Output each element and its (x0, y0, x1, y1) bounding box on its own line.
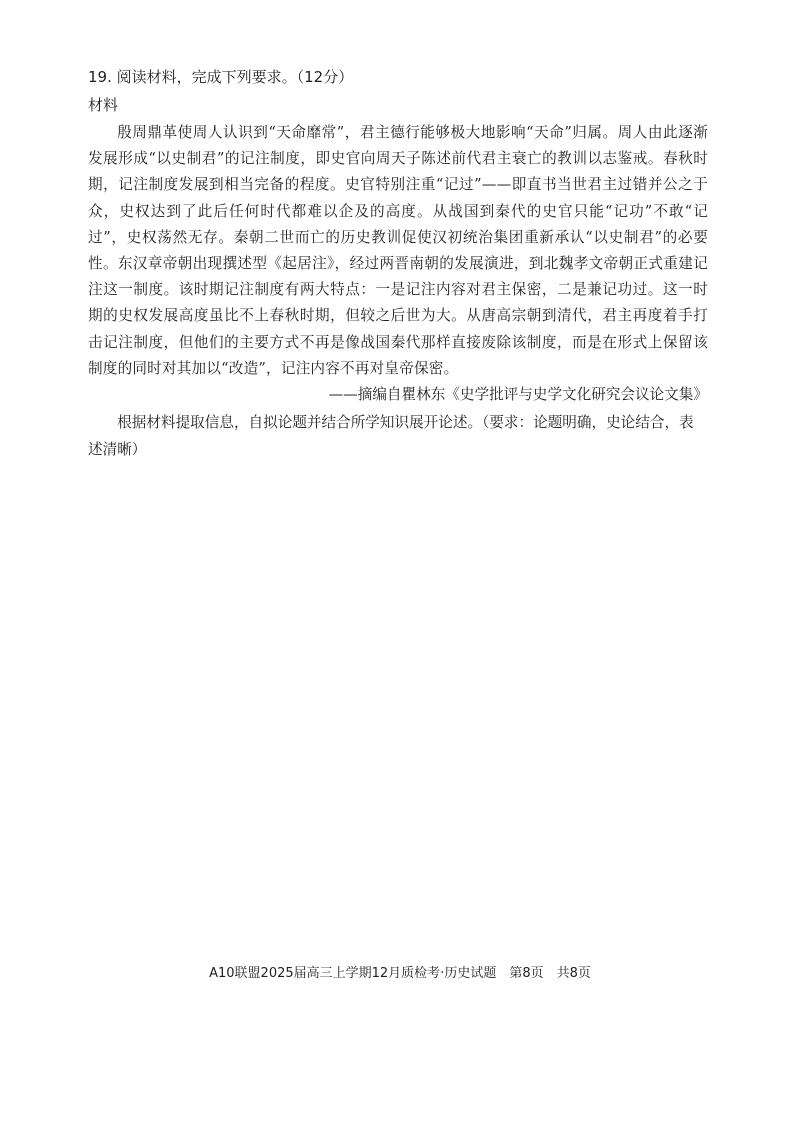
question-title: 19. 阅读材料，完成下列要求。（12分） (88, 68, 354, 86)
material-source: ——摘编自瞿林东《史学批评与史学文化研究会议论文集》 (328, 386, 708, 403)
material-body: 殷周鼎革使周人认识到“天命靡常”，君主德行能够极大地影响“天命”归属。周人由此逐渐发展形成“以史制君”的记注制度，即史官向周天子陈述前代君主衰亡的教训以志鉴戒。春秋时期，记注制度发展到相当完备的程度。史官特别注重“记过”——即直书当世君主过错并公之于众，史权达到了此后任何时代都难以企及的高度。从战国到秦代的史官只能“记功”不敢“记过”，史权荡然无存。秦朝二世而亡的历史教训促使汉初统治集团重新承认“以史制君”的必要性。东汉章帝朝出现撰述型《起居注》，经过两晋南朝的发展演进，到北魏孝文帝朝正式重建记注这一制度。该时期记注制度有两大特点：一是记注内容对君主保密，二是兼记功过。这一时期的史权发展高度虽比不上春秋时期，但较之后世为大。从唐高宗朝到清代，君主再度着手打击记注制度，但他们的主要方式不再是像战国秦代那样直接废除该制度，而是在形式上保留该制度的同时对其加以“改造”，记注内容不再对皇帝保密。 (88, 124, 708, 377)
material-heading: 材料 (88, 96, 119, 114)
task-instructions: 根据材料提取信息，自拟论题并结合所学知识展开论述。（要求：论题明确，史论结合，表述清晰） (88, 414, 694, 458)
page-footer: A10联盟2025届高三上学期12月质检考·历史试题 第8页 共8页 (209, 966, 591, 981)
